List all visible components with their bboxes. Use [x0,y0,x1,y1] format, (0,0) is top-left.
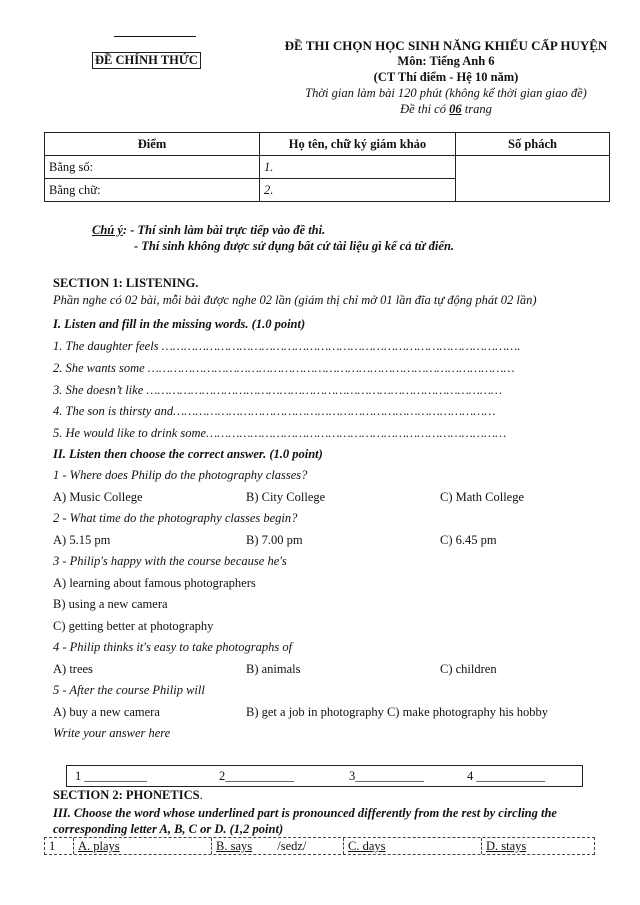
option-b-transcription: /sedz/ [277,839,307,853]
q2-option-b: B) 7.00 pm [246,533,303,547]
note-line-1 [92,223,325,238]
q2-option-c: C) 6.45 pm [440,533,497,547]
col-header-examiner: Họ tên, chữ ký giám khảo [260,133,456,156]
col-header-score: Điểm [45,133,260,156]
q1-option-b: B) City College [246,490,326,504]
exam-pages [258,102,634,117]
section2-title [53,788,203,803]
exam-time: Thời gian làm bài 120 phút (không kể thời gian giao đề) [305,86,587,100]
header-rule [114,36,196,37]
q2-option-a: A) 5.15 pm [53,533,111,547]
question-1: 1 - Where does Philip do the photography classes? [53,468,308,482]
examiner-2: 2. [260,179,456,202]
question-5: 5 - After the course Philip will [53,683,205,697]
section2-title-text: SECTION 2: PHONETICS [53,788,200,802]
phonetics-number: 1 [45,838,74,854]
note-line-2: - Thí sinh không được sử dụng bất cứ tài liệu gì kể cả từ điển. [134,239,455,253]
code-cell [456,156,610,202]
exam-subject: Môn: Tiếng Anh 6 [397,54,495,68]
answer-slot-2[interactable]: 2___________ [219,769,294,783]
answer-slot-4[interactable]: 4 ___________ [467,769,546,783]
q4-option-b: B) animals [246,662,301,676]
q4-option-c: C) children [440,662,497,676]
phonetics-option-a[interactable]: A. plays [74,838,212,854]
q5-option-b: B) get a job in photography C) make photography his hobby [246,705,549,719]
fill-item: 2. She wants some ……………………………………………………………………………………… [53,361,515,375]
fill-item: 3. She doesn’t like …………………………………………………………………………………… [53,383,503,397]
pages-count: 06 [449,102,462,116]
option-b-word: B. says [216,839,253,853]
section2-title-dot: . [199,788,203,802]
fill-item: 1. The daughter feels ……………………………………………………………………………………. [53,339,521,353]
note-colon: : [122,223,131,237]
score-word-label: Bằng chữ: [45,179,260,202]
section1-intro: Phần nghe có 02 bài, mỗi bài được nghe 02 lần (giám thị chỉ mở 01 lần đĩa tự động phát 02 lần) [53,293,537,307]
q1-option-a: A) Music College [53,490,143,504]
note-label: Chú ý [92,223,123,237]
question-4: 4 - Philip thinks it's easy to take photographs of [53,640,293,654]
q3-option-a: A) learning about famous photographers [53,576,256,590]
official-label: ĐỀ CHÍNH THỨC [92,52,201,69]
phonetics-option-b[interactable] [212,838,344,854]
score-table [44,132,610,202]
phonetics-row-1 [44,837,595,855]
fill-item: 5. He would like to drink some……………………………………………………………………… [53,426,507,440]
pages-prefix: Đề thi có [400,102,450,116]
fill-item: 4. The son is thirsty and…………………………………………………………………………… [53,404,496,418]
question-2: 2 - What time do the photography classes begin? [53,511,298,525]
q5-option-a: A) buy a new camera [53,705,160,719]
q3-option-c: C) getting better at photography [53,619,214,633]
exam-title: ĐỀ THI CHỌN HỌC SINH NĂNG KHIẾU CẤP HUYỆN [284,38,608,53]
q3-option-b: B) using a new camera [53,597,168,611]
write-answer-label: Write your answer here [53,726,171,740]
part3-title: III. Choose the word whose underlined part is pronounced differently from the rest by circling the corresponding letter A, B, C or D. (1,2 point) [53,806,557,836]
part2-title: II. Listen then choose the correct answer. (1.0 point) [53,447,323,461]
answer-box [66,765,583,787]
exam-program: (CT Thí điểm - Hệ 10 năm) [373,70,519,84]
score-number-label: Bằng số: [45,156,260,179]
part1-title: I. Listen and fill in the missing words. (1.0 point) [53,317,306,331]
answer-slot-3[interactable]: 3___________ [349,769,424,783]
question-3: 3 - Philip's happy with the course because he's [53,554,287,568]
examiner-1: 1. [260,156,456,179]
answer-slot-1[interactable]: 1 __________ [75,769,147,783]
phonetics-option-d[interactable]: D. stays [486,839,527,853]
phonetics-option-c[interactable]: C. days [344,838,482,854]
col-header-code: Số phách [456,133,610,156]
note-text-1: - Thí sinh làm bài trực tiếp vào đề thi. [130,223,326,237]
section1-title: SECTION 1: LISTENING. [53,276,199,290]
pages-suffix: trang [461,102,492,116]
q4-option-a: A) trees [53,662,93,676]
q1-option-c: C) Math College [440,490,525,504]
